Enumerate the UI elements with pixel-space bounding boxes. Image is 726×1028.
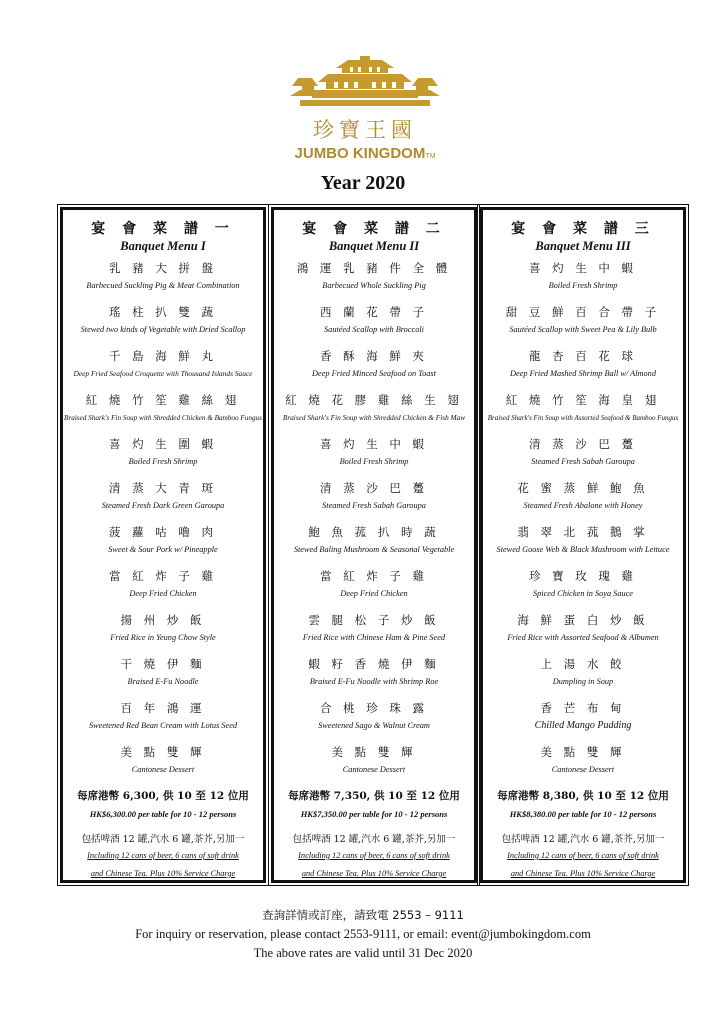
dish-name-cn: 美 點 雙 輝 [331, 745, 417, 759]
dish-name-cn: 珍 寶 玫 瑰 雞 [528, 569, 638, 583]
dish-item [63, 300, 263, 344]
dish-item [483, 256, 683, 300]
price-cn: 每席港幣 7,350, 供 10 至 12 位用 [288, 790, 460, 802]
dish-name-cn: 西 蘭 花 帶 子 [319, 305, 429, 319]
inclusion-en-line2: and Chinese Tea. Plus 10% Service Charge [90, 869, 236, 878]
dish-item [483, 740, 683, 784]
inclusion-en-line1: Including 12 cans of beer, 6 cans of soft drink [298, 851, 450, 860]
dish-name-cn: 鮑 魚 菰 扒 時 蔬 [308, 525, 440, 539]
dish-name-en: Steamed Fresh Abalone with Honey [523, 501, 643, 510]
trademark: TM [425, 153, 436, 160]
dish-name-en: Deep Fried Chicken [340, 589, 408, 598]
banquet-menu-1 [60, 207, 266, 883]
menu-title-en: Banquet Menu I [120, 239, 206, 253]
dish-item [274, 652, 474, 696]
dish-item [63, 652, 263, 696]
contact-footer [0, 906, 726, 963]
dish-item [483, 388, 683, 432]
dish-item [274, 740, 474, 784]
dish-name-en: Sweetened Red Bean Cream with Lotus Seed [88, 721, 238, 730]
inclusion-en-line2: and Chinese Tea. Plus 10% Service Charge [301, 869, 447, 878]
dish-item [483, 608, 683, 652]
dish-item [483, 520, 683, 564]
dish-item [63, 520, 263, 564]
dish-item [274, 520, 474, 564]
dish-item [63, 696, 263, 740]
dish-name-en: Boiled Fresh Shrimp [548, 281, 618, 290]
menu-title-cn: 宴 會 菜 譜 三 [511, 221, 655, 237]
dish-name-en: Dumpling in Soup [552, 677, 614, 686]
price-en: HK$8,380.00 per table for 10 - 12 persons [509, 809, 657, 819]
brand-name-en: JUMBO KINGDOMTM [294, 145, 436, 162]
price-en: HK$6,300.00 per table for 10 - 12 persons [89, 809, 237, 819]
dish-item [274, 696, 474, 740]
dish-item [274, 564, 474, 608]
dish-name-cn: 龍 杏 百 花 球 [528, 349, 638, 363]
dish-item [483, 300, 683, 344]
dish-name-en: Barbecued Suckling Pig & Meat Combination [86, 281, 240, 290]
dish-name-en: Steamed Fresh Sabah Garoupa [322, 501, 426, 510]
dish-item [274, 608, 474, 652]
dish-name-en: Steamed Fresh Sabah Garoupa [531, 457, 635, 466]
dish-name-en: Spiced Chicken in Soya Sauce [533, 589, 633, 598]
dish-name-cn: 喜 灼 生 中 蝦 [319, 437, 429, 451]
dish-name-cn: 花 蜜 蒸 鮮 鮑 魚 [517, 481, 649, 495]
dish-name-cn: 上 湯 水 餃 [540, 657, 626, 671]
dish-name-en: Barbecued Whole Suckling Pig [322, 281, 426, 290]
dish-name-cn: 喜 灼 生 圍 蝦 [108, 437, 218, 451]
dish-name-cn: 雲 腿 松 子 炒 飯 [308, 613, 440, 627]
dish-name-en: Braised E-Fu Noodle with Shrimp Roe [309, 677, 439, 686]
dish-name-cn: 喜 灼 生 中 蝦 [528, 261, 638, 275]
page-title: Year 2020 [320, 172, 406, 194]
dish-name-en: Stewed Baling Mushroom & Seasonal Vegetable [293, 545, 455, 554]
brand-name-cn: 珍寶王國 [313, 118, 417, 142]
dish-name-cn: 合 桃 珍 珠 露 [319, 701, 429, 715]
dish-item [274, 256, 474, 300]
dish-name-cn: 瑤 柱 扒 雙 蔬 [108, 305, 218, 319]
dish-name-cn: 紅 燒 竹 笙 海 皇 翅 [505, 393, 661, 407]
menu-title-cn: 宴 會 菜 譜 二 [302, 221, 446, 237]
dish-name-en: Braised Shark's Fin Soup with Shredded Chicken & Fish Maw [282, 413, 466, 422]
inclusion-cn: 包括啤酒 12 罐,汽水 6 罐,茶芥,另加一 [292, 834, 456, 845]
dish-name-en: Cantonese Dessert [342, 765, 406, 774]
dish-name-cn: 清 蒸 沙 巴 躉 [319, 481, 429, 495]
dish-name-en: Braised E-Fu Noodle [127, 677, 199, 686]
dish-item [483, 652, 683, 696]
dish-name-cn: 百 年 鴻 運 [120, 701, 206, 715]
dish-item [483, 344, 683, 388]
dish-name-en: Fried Rice in Yeung Chow Style [110, 633, 216, 642]
dish-name-en: Braised Shark's Fin Soup with Shredded Chicken & Bamboo Fungus [64, 414, 262, 422]
dish-name-cn: 乳 豬 大 拼 盤 [108, 261, 218, 275]
dish-name-cn: 菠 蘿 咕 嚕 肉 [108, 525, 218, 539]
banquet-menu-3 [480, 207, 686, 883]
dish-name-en: Deep Fried Chicken [129, 589, 197, 598]
contact-line-cn: 查詢詳情或訂座，請致電 2553 – 9111 [262, 908, 464, 922]
dish-name-cn: 鴻 運 乳 豬 件 全 體 [296, 261, 452, 275]
price-en: HK$7,350.00 per table for 10 - 12 persons [300, 809, 448, 819]
dish-item [63, 608, 263, 652]
price-cn: 每席港幣 8,380, 供 10 至 12 位用 [497, 790, 669, 802]
dish-name-en: Steamed Fresh Dark Green Garoupa [101, 501, 225, 510]
price-cn: 每席港幣 6,300, 供 10 至 12 位用 [77, 790, 249, 802]
dish-item [274, 476, 474, 520]
dish-name-cn: 清 蒸 沙 巴 躉 [528, 437, 638, 451]
menu-title-en: Banquet Menu II [328, 239, 420, 253]
dish-item [63, 564, 263, 608]
dish-item [274, 432, 474, 476]
dish-name-cn: 海 鮮 蛋 白 炒 飯 [517, 613, 649, 627]
dish-name-cn: 蝦 籽 香 燒 伊 麵 [308, 657, 440, 671]
menu-title-en: Banquet Menu III [535, 239, 631, 253]
dish-name-en: Fried Rice with Assorted Seafood & Albumen [507, 633, 659, 642]
dish-name-en: Sautéed Scallop with Sweet Pea & Lily Bulb [509, 325, 657, 334]
dish-item [274, 300, 474, 344]
dish-name-en: Deep Fried Mashed Shrimp Ball w/ Almond [510, 369, 656, 378]
dish-item [483, 432, 683, 476]
dish-name-en: Boiled Fresh Shrimp [128, 457, 198, 466]
dish-item [274, 388, 474, 432]
dish-item [63, 344, 263, 388]
dish-name-cn: 翡 翠 北 菰 鵝 掌 [517, 525, 649, 539]
dish-item [274, 344, 474, 388]
dish-name-cn: 清 蒸 大 青 斑 [108, 481, 218, 495]
contact-line-en: For inquiry or reservation, please contact 2553-9111, or email: event@jumbokingdom.com [135, 927, 591, 941]
dish-name-en: Stewed Goose Web & Black Mushroom with Lettuce [496, 545, 670, 554]
dish-name-cn: 揚 州 炒 飯 [120, 613, 206, 627]
dish-name-en: Deep Fried Minced Seafood on Toast [312, 369, 436, 378]
dish-name-en: Sweet & Sour Pork w/ Pineapple [108, 545, 218, 554]
dish-item [483, 564, 683, 608]
dish-name-cn: 甜 豆 鮮 百 合 帶 子 [505, 305, 661, 319]
dish-name-en: Chilled Mango Pudding [534, 720, 632, 731]
inclusion-en-line1: Including 12 cans of beer, 6 cans of soft drink [87, 851, 239, 860]
dish-name-en: Stewed two kinds of Vegetable with Dried Scallop [80, 325, 246, 334]
dish-item [63, 476, 263, 520]
dish-name-cn: 香 芒 布 甸 [540, 701, 626, 715]
inclusion-en-line2: and Chinese Tea. Plus 10% Service Charge [510, 869, 656, 878]
dish-name-en: Cantonese Dessert [551, 765, 615, 774]
brand-logo [280, 56, 450, 166]
dish-name-en: Fried Rice with Chinese Ham & Pine Seed [302, 633, 446, 642]
dish-name-en: Boiled Fresh Shrimp [339, 457, 409, 466]
dish-item [63, 388, 263, 432]
dish-name-cn: 紅 燒 花 膠 雞 絲 生 翅 [285, 393, 463, 407]
dish-name-en: Braised Shark's Fin Soup with Assorted Seafood & Bamboo Fungus [487, 414, 679, 422]
menu-title-cn: 宴 會 菜 譜 一 [91, 221, 235, 237]
dish-name-en: Cantonese Dessert [131, 765, 195, 774]
dish-name-en: Sweetened Sago & Walnut Cream [318, 721, 430, 730]
dish-item [483, 476, 683, 520]
dish-name-cn: 美 點 雙 輝 [120, 745, 206, 759]
palace-icon [290, 56, 440, 112]
inclusion-cn: 包括啤酒 12 罐,汽水 6 罐,茶芥,另加一 [81, 834, 245, 845]
dish-name-en: Deep Fried Seafood Croquette with Thousand Islands Sauce [73, 369, 253, 378]
banquet-menu-2 [271, 207, 477, 883]
dish-item [483, 696, 683, 740]
validity-note: The above rates are valid until 31 Dec 2020 [253, 946, 473, 960]
dish-item [63, 432, 263, 476]
dish-name-cn: 干 燒 伊 麵 [120, 657, 206, 671]
dish-name-cn: 美 點 雙 輝 [540, 745, 626, 759]
dish-item [63, 740, 263, 784]
dish-name-cn: 千 島 海 鮮 丸 [108, 349, 218, 363]
dish-name-cn: 香 酥 海 鮮 夾 [319, 349, 429, 363]
dish-item [63, 256, 263, 300]
dish-name-en: Sautéed Scallop with Broccoli [324, 325, 424, 334]
dish-name-cn: 當 紅 炸 子 雞 [108, 569, 218, 583]
inclusion-cn: 包括啤酒 12 罐,汽水 6 罐,茶芥,另加一 [501, 834, 665, 845]
dish-name-cn: 紅 燒 竹 笙 雞 絲 翅 [85, 393, 241, 407]
inclusion-en-line1: Including 12 cans of beer, 6 cans of soft drink [507, 851, 659, 860]
dish-name-cn: 當 紅 炸 子 雞 [319, 569, 429, 583]
